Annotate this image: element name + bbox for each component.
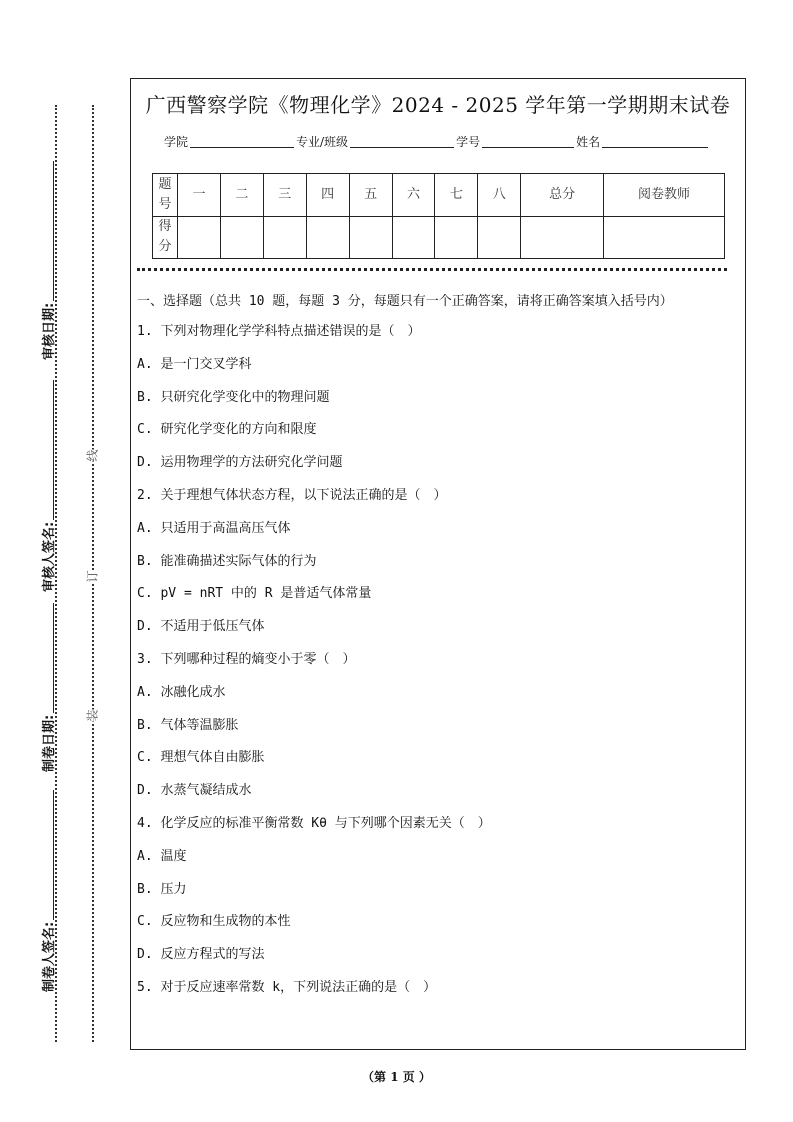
- question-stem: 5. 对于反应速率常数 k，下列说法正确的是（ ）: [137, 979, 437, 995]
- student-info-row: [164, 133, 710, 150]
- header-cell: 六: [392, 174, 435, 217]
- header-cell: 七: [435, 174, 478, 217]
- header-cell: 题号: [153, 174, 178, 217]
- make-date-label: 制卷日期:: [42, 714, 57, 772]
- answer-option: B. 只研究化学变化中的物理问题: [137, 389, 330, 405]
- score-cell[interactable]: [178, 216, 221, 259]
- maker-sign-blank[interactable]: [52, 790, 54, 920]
- score-cell[interactable]: [220, 216, 263, 259]
- answer-option: C. 反应物和生成物的本性: [137, 914, 291, 930]
- dotted-separator: [137, 268, 727, 271]
- section-heading: 一、选择题（总共 10 题，每题 3 分，每题只有一个正确答案，请将正确答案填入括号内）: [137, 294, 673, 309]
- major-blank[interactable]: [350, 146, 454, 148]
- maker-sign-label: 制卷人签名:: [42, 921, 57, 992]
- answer-option: D. 不适用于低压气体: [137, 619, 265, 635]
- score-cell[interactable]: [349, 216, 392, 259]
- student-id-blank[interactable]: [482, 146, 574, 148]
- score-row-label: 得分: [153, 216, 178, 259]
- reviewer-sign-label: 审核人签名:: [42, 521, 57, 592]
- answer-option: C. 理想气体自由膨胀: [137, 750, 265, 766]
- binding-mark-order: 订: [85, 570, 100, 583]
- score-cell[interactable]: [521, 216, 604, 259]
- college-label: 学院: [164, 135, 189, 149]
- major-label: 专业/班级: [296, 135, 349, 149]
- review-date-blank[interactable]: [52, 161, 54, 301]
- binding-mark-line: 线: [85, 449, 100, 462]
- question-stem: 2. 关于理想气体状态方程，以下说法正确的是（ ）: [137, 487, 447, 503]
- answer-option: D. 水蒸气凝结成水: [137, 783, 252, 799]
- answer-option: A. 只适用于高温高压气体: [137, 520, 291, 536]
- answer-option: B. 气体等温膨胀: [137, 717, 239, 733]
- question-stem: 4. 化学反应的标准平衡常数 Kθ 与下列哪个因素无关（ ）: [137, 815, 491, 831]
- header-cell: 阅卷教师: [604, 174, 725, 217]
- answer-option: A. 冰融化成水: [137, 684, 226, 700]
- binding-mark-pack: 装: [85, 709, 100, 722]
- answer-option: C. pV = nRT 中的 R 是普适气体常量: [137, 586, 372, 602]
- header-cell: 五: [349, 174, 392, 217]
- header-cell: 二: [220, 174, 263, 217]
- header-cell: 一: [178, 174, 221, 217]
- question-stem: 3. 下列哪种过程的熵变小于零（ ）: [137, 651, 356, 667]
- score-cell[interactable]: [392, 216, 435, 259]
- question-body: [137, 291, 735, 1010]
- reviewer-sign-blank[interactable]: [52, 380, 54, 520]
- header-cell: 三: [263, 174, 306, 217]
- score-table: [152, 173, 725, 259]
- score-table-score-row: [153, 216, 725, 259]
- name-label: 姓名: [576, 135, 601, 149]
- score-cell[interactable]: [604, 216, 725, 259]
- score-cell[interactable]: [306, 216, 349, 259]
- score-table-header-row: [153, 174, 725, 217]
- page-title: 广西警察学院《物理化学》2024 - 2025 学年第一学期期末试卷: [145, 93, 731, 117]
- review-date-label: 审核日期:: [42, 302, 57, 360]
- header-cell: 总分: [521, 174, 604, 217]
- question-stem: 1. 下列对物理化学学科特点描述错误的是（ ）: [137, 324, 421, 339]
- answer-option: C. 研究化学变化的方向和限度: [137, 422, 317, 438]
- student-id-label: 学号: [456, 135, 481, 149]
- answer-option: D. 运用物理学的方法研究化学问题: [137, 455, 343, 471]
- header-cell: 四: [306, 174, 349, 217]
- exam-paper-frame: [130, 78, 746, 1050]
- answer-option: A. 是一门交叉学科: [137, 356, 252, 372]
- score-cell[interactable]: [435, 216, 478, 259]
- name-blank[interactable]: [602, 146, 708, 148]
- answer-option: B. 压力: [137, 881, 187, 897]
- page-number: （第 1 页 ）: [362, 1070, 431, 1084]
- college-blank[interactable]: [190, 146, 294, 148]
- header-cell: 八: [478, 174, 521, 217]
- make-date-blank[interactable]: [52, 603, 54, 713]
- answer-option: A. 温度: [137, 848, 187, 864]
- answer-option: B. 能准确描述实际气体的行为: [137, 553, 317, 569]
- score-cell[interactable]: [478, 216, 521, 259]
- answer-option: D. 反应方程式的写法: [137, 947, 265, 963]
- score-cell[interactable]: [263, 216, 306, 259]
- question-list: [137, 321, 735, 1010]
